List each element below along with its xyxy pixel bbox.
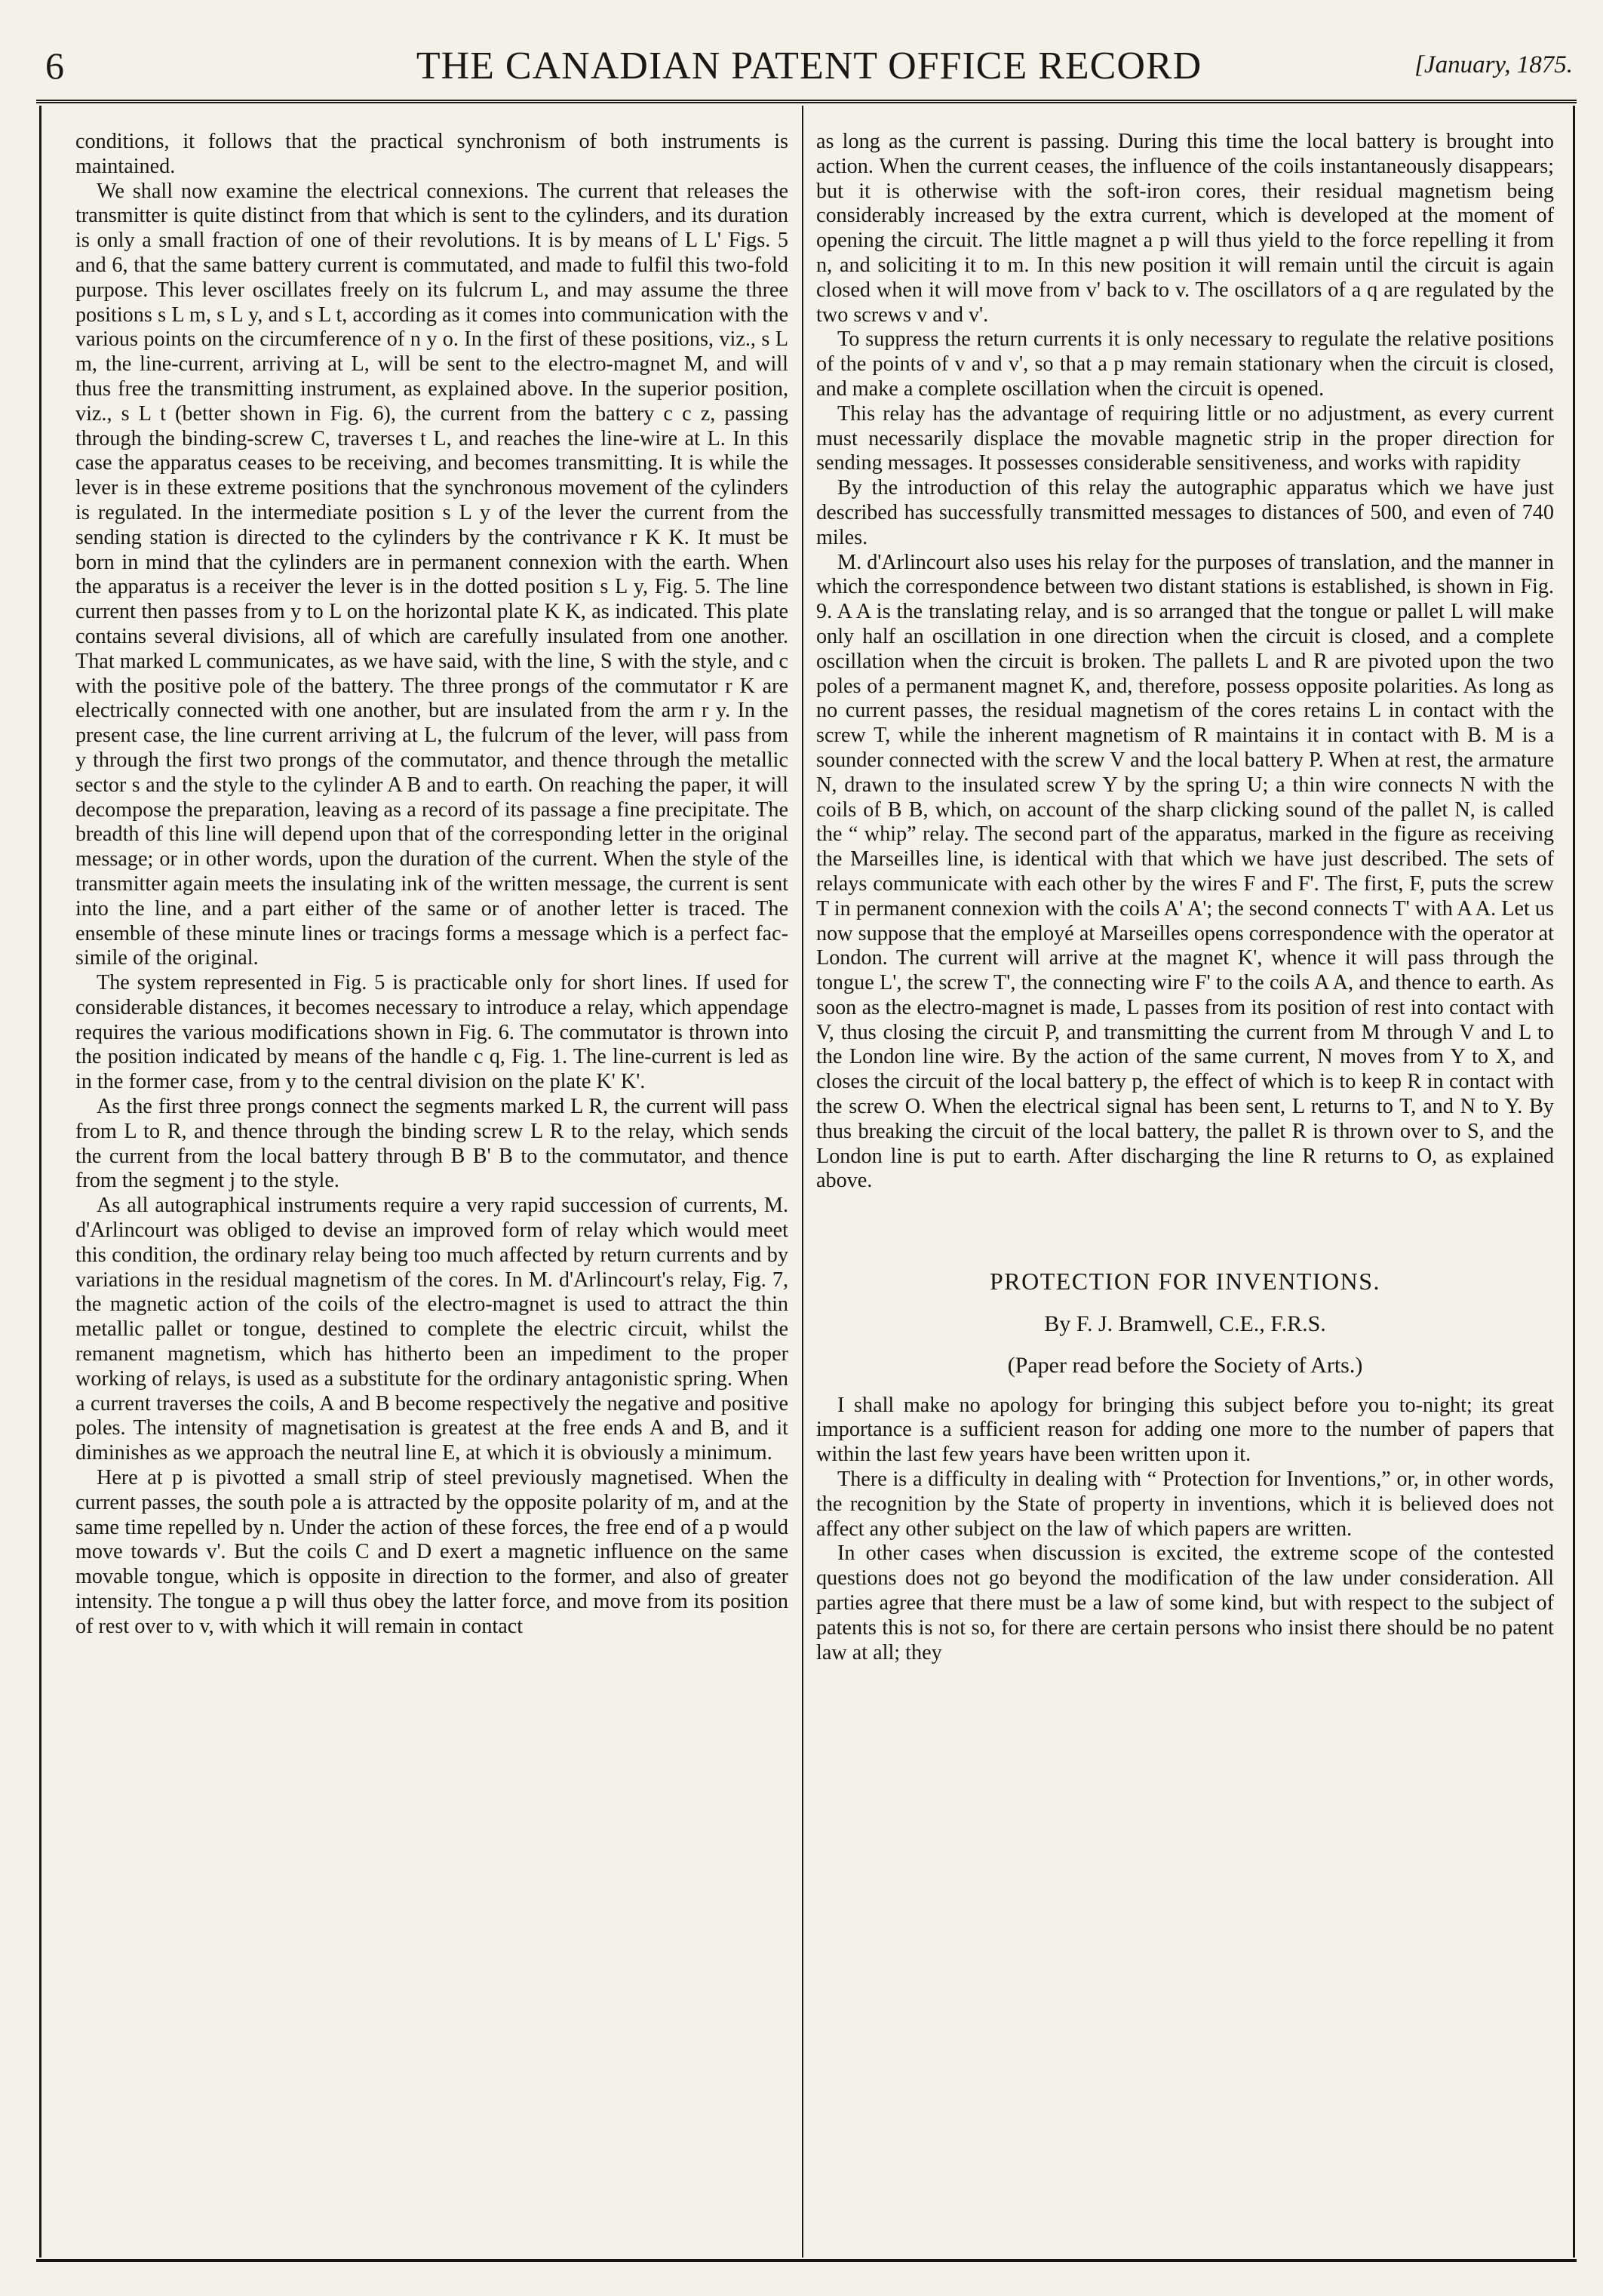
paragraph: This relay has the advantage of requiring little or no adjustment, as every current must necessarily displace the movable magnetic strip in the proper direction for sending messages. It possesses considerable sensitiveness, and works with rapidity [816,401,1554,475]
column-divider [802,106,803,2258]
bottom-rule [36,2259,1577,2262]
journal-title: THE CANADIAN PATENT OFFICE RECORD [416,45,1202,88]
left-border-rule [39,106,41,2258]
paragraph: There is a difficulty in dealing with “ Protection for Inventions,” or, in other words, the recognition by the State of property in inventions, which it is believed does not affect any other subject on the law of which papers are written. [816,1468,1554,1541]
paragraph: We shall now examine the electrical connexions. The current that releases the transmitter is quite distinct from that which is sent to the cylinders, and its duration is only a small fraction of one of their revolutions. It is by means of L L' Figs. 5 and 6, that the same battery current is commutated, and made to fulfil this two-fold purpose. This lever oscillates freely on its fulcrum L, and may assume the three positions s L m, s L y, and s L t, according as it comes into communication with the various points on the circumference of n y o. In the first of these positions, viz., s L m, the line-current, arriving at L, will be sent to the electro-magnet M, and will thus free the transmitting instrument, as explained above. In the superior position, viz., s L t (better shown in Fig. 6), the current from the battery c c z, passing through the binding-screw C, traverses t L, and reaches the line-wire at L. In this case the apparatus ceases to be receiving, and becomes transmitting. It is while the lever is in these extreme positions that the synchronous movement of the cylinders is regulated. In the intermediate position s L y of the lever the current from the sending station is directed to the cylinders by the contrivance r K K. It must be born in mind that the cylinders are in permanent connexion with the earth. When the apparatus is a receiver the lever is in the dotted position s L y, Fig. 5. The line current then passes from y to L on the horizontal plate K K, as indicated. This plate contains several divisions, all of which are carefully insulated from one another. That marked L communicates, as we have said, with the line, S with the style, and c with the positive pole of the battery. The three prongs of the commutator r K are electrically connected with one another, but are insulated from the arm r y. In the present case, the line current arriving at L, the fulcrum of the lever, will pass from y through the first two prongs of the commutator, and thence through the metallic sector s and the style to the cylinder A B and to earth. On reaching the paper, it will decompose the preparation, leaving as a record of its passage a fine precipitate. The breadth of this line will depend upon that of the corresponding letter in the original message; or in other words, upon the duration of the current. When the style of the transmitter again meets the insulating ink of the written message, the current is sent into the line, and a part either of the same or of another letter is traced. The ensemble of these minute lines or tracings forms a message which is a perfect fac-simile of the original. [75,179,788,970]
paragraph: In other cases when discussion is excited, the extreme scope of the contested questions does not go beyond the modification of the law under consideration. All parties agree that there must be a law of some kind, but with respect to the subject of patents this is not so, for there are certain persons who insist there should be no patent law at all; they [816,1541,1554,1664]
paragraph: M. d'Arlincourt also uses his relay for the purposes of translation, and the manner in which the correspondence between two distant stations is established, is shown in Fig. 9. A A is the translating relay, and is so arranged that the tongue or pallet L will make only half an oscillation in one direction when the circuit is closed, and a complete oscillation when the circuit is broken. The pallets L and R are pivoted upon the two poles of a permanent magnet K, and, therefore, possess opposite polarities. As long as no current passes, the residual magnetism of the cores retains L in contact with the screw T, while the inherent magnetism of R maintains it in contact with B. M is a sounder connected with the screw V and the local battery P. When at rest, the armature N, drawn to the insulated screw Y by the spring U; a thin wire connects N with the coils of B B, which, on account of the sharp clicking sound of the pallet N, is called the “ whip” relay. The second part of the apparatus, marked in the figure as receiving the Marseilles line, is identical with that which we have just described. The sets of relays communicate with each other by the wires F and F'. The first, F, puts the screw T in permanent connexion with the coils A' A'; the second connects T' with A A. Let us now suppose that the employé at Marseilles opens correspondence with the operator at London. The current will arrive at the magnet K', whence it will pass through the tongue L', the screw T', the connecting wire F' to the coils A A, and thence to earth. As soon as the electro-magnet is made, L passes from its position of rest into contact with V, thus closing the circuit P, and transmitting the current from M through V and L to the London line wire. By the action of the same current, N moves from Y to X, and closes the circuit of the local battery p, the effect of which is to keep R in contact with the screw O. When the electrical signal has been sent, L returns to T, and N to Y. By thus breaking the circuit of the local battery, the pallet R is thrown over to S, and the London line is put to earth. After discharging the line R returns to O, as explained above. [816,550,1554,1193]
article-byline: By F. J. Bramwell, C.E., F.R.S. [1044,1311,1326,1337]
top-double-rule [36,100,1577,103]
page-number: 6 [45,45,64,87]
paragraph: I shall make no apology for bringing this subject before you to-night; its great importance is a sufficient reason for adding one more to the number of papers that within the last few years have been written upon it. [816,1393,1554,1467]
paragraph: conditions, it follows that the practical synchronism of both instruments is maintained. [75,130,788,178]
issue-date: [January, 1875. [1414,51,1573,78]
right-border-rule [1573,106,1575,2258]
article-subtitle: (Paper read before the Society of Arts.) [1007,1352,1363,1378]
paragraph: Here at p is pivotted a small strip of steel previously magnetised. When the current passes, the south pole a is attracted by the opposite polarity of m, and at the same time repelled by n. Under the action of these forces, the free end of a p would move towards v'. But the coils C and D exert a magnetic influence on the same movable tongue, which is opposite in direction to the former, and also of greater intensity. The tongue a p will thus obey the latter force, and move from its position of rest over to v, with which it will remain in contact [75,1466,788,1638]
left-column [75,130,788,2254]
right-column [816,130,1554,2254]
paragraph: as long as the current is passing. During this time the local battery is brought into action. When the current ceases, the influence of the coils instantaneously disappears; but it is otherwise with the soft-iron cores, their residual magnetism being considerably increased by the extra current, which is developed at the moment of opening the circuit. The little magnet a p will thus yield to the force repelling it from n, and soliciting it to m. In this new position it will remain until the circuit is again closed when it will move from v' back to v. The oscillators of a q are regulated by the two screws v and v'. [816,130,1554,327]
paragraph: The system represented in Fig. 5 is practicable only for short lines. If used for considerable distances, it becomes necessary to introduce a relay, which appendage requires the various modifications shown in Fig. 6. The commutator is thrown into the position indicated by means of the handle c q, Fig. 1. The line-current is led as in the former case, from y to the central division on the plate K' K'. [75,971,788,1094]
article-title: PROTECTION FOR INVENTIONS. [989,1268,1381,1296]
paragraph: As the first three prongs connect the segments marked L R, the current will pass from L to R, and thence through the binding screw L R to the relay, which sends the current from the local battery through B B' B to the commutator, and thence from the segment j to the style. [75,1095,788,1193]
paragraph: To suppress the return currents it is only necessary to regulate the relative positions of the points of v and v', so that a p may remain stationary when the circuit is closed, and make a complete oscillation when the circuit is opened. [816,327,1554,401]
paragraph: By the introduction of this relay the autographic apparatus which we have just described has successfully transmitted messages to distances of 500, and even of 740 miles. [816,476,1554,549]
page-header [45,44,1573,92]
paragraph: As all autographical instruments require a very rapid succession of currents, M. d'Arlincourt was obliged to devise an improved form of relay which would meet this condition, the ordinary relay being too much affected by return currents and by variations in the residual magnetism of the cores. In M. d'Arlincourt's relay, Fig. 7, the magnetic action of the coils of the electro-magnet is used to attract the thin metallic pallet or tongue, destined to complete the electric circuit, whilst the remanent magnetism, which has hitherto been an impediment to the proper working of relays, is used as a substitute for the ordinary antagonistic spring. When a current traverses the coils, A and B become respectively the negative and positive poles. The intensity of magnetisation is greatest at the free ends A and B, and it diminishes as we approach the neutral line E, at which it is obviously a minimum. [75,1194,788,1465]
